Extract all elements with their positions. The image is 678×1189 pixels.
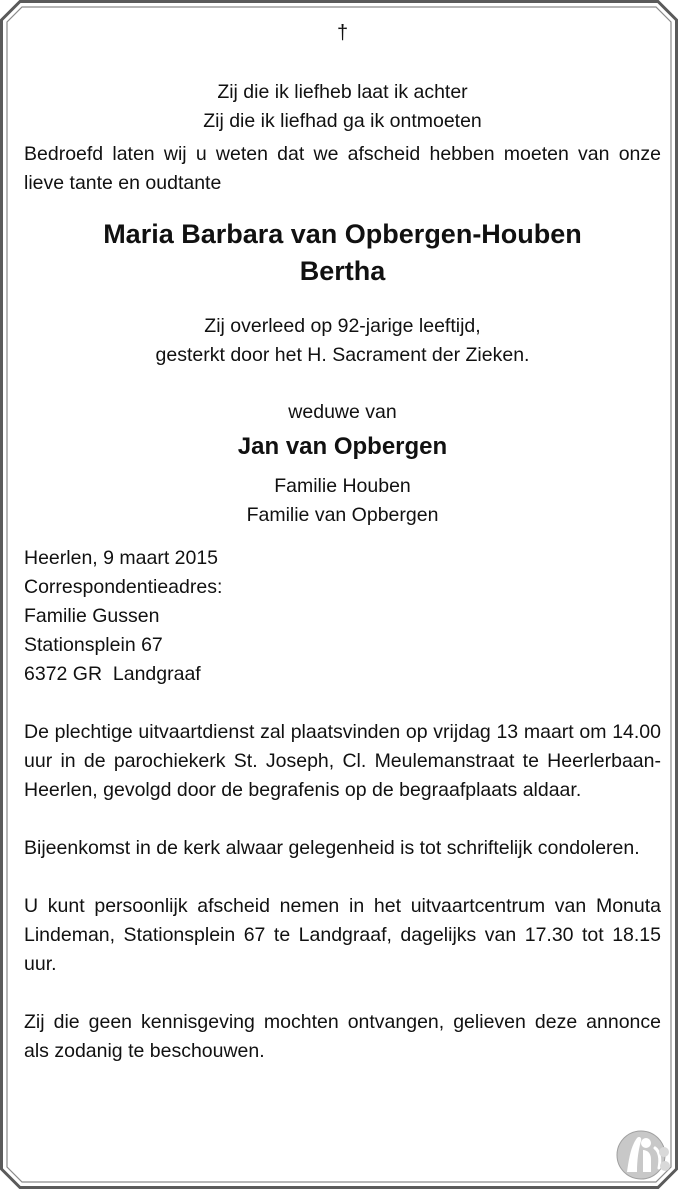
poem xyxy=(24,78,661,136)
poem-line: Zij die ik liefhad ga ik ontmoeten xyxy=(203,110,482,132)
deceased-nickname: Bertha xyxy=(299,256,386,286)
age-line: gesterkt door het H. Sacrament der Zieken. xyxy=(155,344,530,366)
deceased-name-block xyxy=(24,216,661,290)
age-line: Zij overleed op 92-jarige leeftijd, xyxy=(204,315,481,337)
spouse-name: Jan van Opbergen xyxy=(237,433,448,460)
memorial-logo-icon xyxy=(615,1128,673,1182)
death-notice xyxy=(24,18,661,1066)
farewell-paragraph: U kunt persoonlijk afscheid nemen in het uitvaartcentrum van Monuta Lindeman, Stationsplein 67 te Landgraaf, dagelijks van 17.30 tot 18.15 uur. xyxy=(24,895,661,975)
funeral-service-paragraph: De plechtige uitvaartdienst zal plaatsvinden op vrijdag 13 maart om 14.00 uur in de parochiekerk St. Joseph, Cl. Meulemanstraat te Heerlerbaan-Heerlen, gevolgd door de begrafenis op de begraafplaats aldaar. xyxy=(24,721,661,801)
widow-label: weduwe van xyxy=(288,401,397,423)
address-line: Stationsplein 67 xyxy=(24,634,163,656)
family-line: Familie van Opbergen xyxy=(246,504,439,526)
age-text xyxy=(24,312,661,370)
address-line: Familie Gussen xyxy=(24,605,160,627)
poem-line: Zij die ik liefheb laat ik achter xyxy=(217,81,468,103)
cross-symbol: † xyxy=(336,22,349,44)
family-line: Familie Houben xyxy=(274,475,411,497)
correspondence-address xyxy=(24,544,661,689)
deceased-full-name: Maria Barbara van Opbergen-Houben xyxy=(103,219,582,249)
closing-paragraph: Zij die geen kennisgeving mochten ontvangen, gelieven deze annonce als zodanig te beschouwen. xyxy=(24,1011,661,1062)
gathering-paragraph: Bijeenkomst in de kerk alwaar gelegenheid is tot schriftelijk condoleren. xyxy=(24,837,640,859)
address-line: Correspondentieadres: xyxy=(24,576,223,598)
address-line: 6372 GR Landgraaf xyxy=(24,663,201,685)
families xyxy=(24,472,661,530)
address-line: Heerlen, 9 maart 2015 xyxy=(24,547,219,569)
intro-text: Bedroefd laten wij u weten dat we afscheid hebben moeten van onze lieve tante en oudtante xyxy=(24,143,661,194)
